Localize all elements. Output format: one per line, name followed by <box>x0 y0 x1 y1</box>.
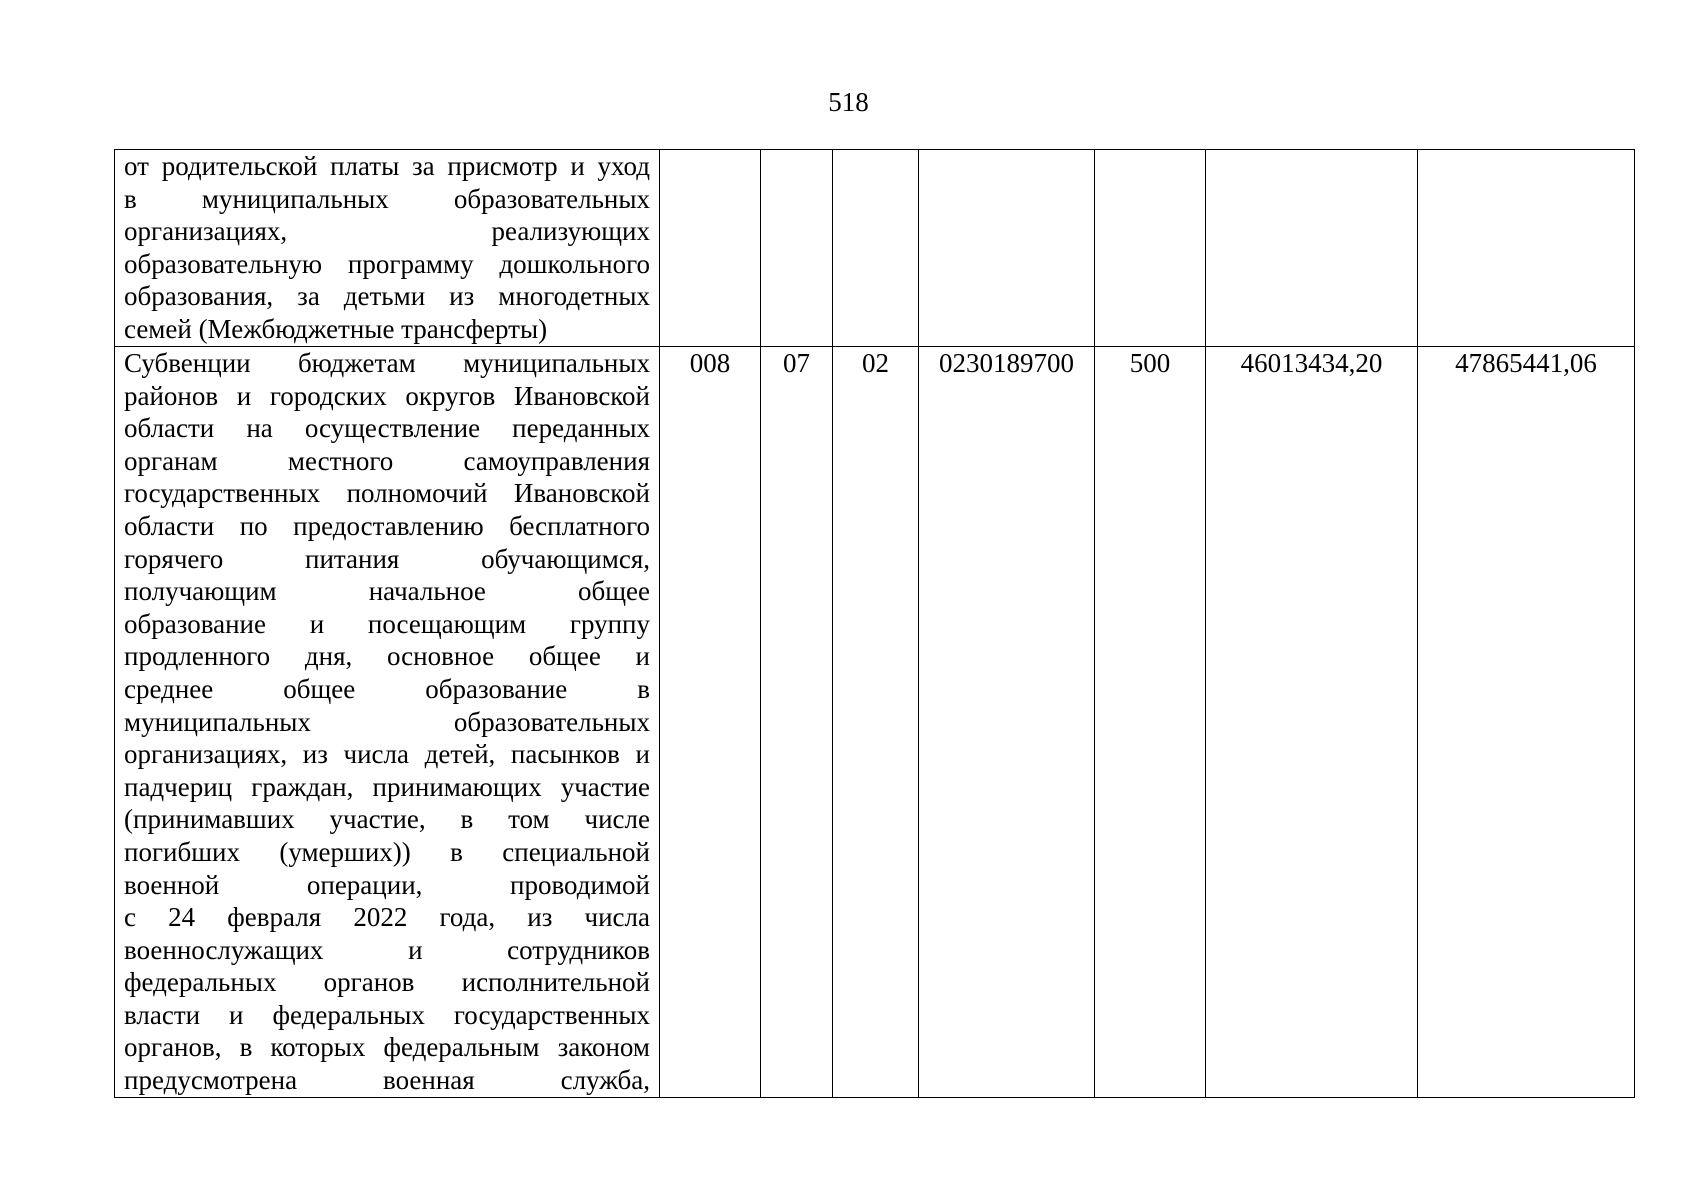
description-line: военнослужащих и сотрудников <box>124 934 650 965</box>
amount-year1-cell <box>1206 150 1418 347</box>
expense-type-cell <box>1095 150 1206 347</box>
description-line: в муниципальных образовательных <box>124 183 650 214</box>
description-line: образовательную программу дошкольного <box>124 248 650 279</box>
description-line: власти и федеральных государственных <box>124 999 650 1030</box>
description-line: области на осуществление переданных <box>124 413 650 444</box>
subsection-code-cell: 02 <box>833 347 919 1098</box>
ministry-code-cell: 008 <box>660 347 761 1098</box>
description-line: образования, за детьми из многодетных <box>124 281 650 312</box>
description-line: органов, в которых федеральным законом <box>124 1032 650 1063</box>
target-article-cell: 0230189700 <box>919 347 1095 1098</box>
amount-year2-cell <box>1418 150 1635 347</box>
description-line: муниципальных образовательных <box>124 706 650 737</box>
description-line: предусмотрена военная служба, <box>124 1065 650 1096</box>
page-number: 518 <box>828 87 869 117</box>
description-line: от родительской платы за присмотр и уход <box>124 151 650 181</box>
description-line: получающим начальное общее <box>124 576 650 607</box>
subsection-code-cell <box>833 150 919 347</box>
description-line: Субвенции бюджетам муниципальных <box>124 348 650 378</box>
description-line: организациях, из числа детей, пасынков и <box>124 739 650 770</box>
description-line: области по предоставлению бесплатного <box>124 510 650 541</box>
description-line: организациях, реализующих <box>124 216 650 247</box>
description-line: падчериц граждан, принимающих участие <box>124 771 650 802</box>
table-row <box>115 150 1635 347</box>
description-line: (принимавших участие, в том числе <box>124 804 650 835</box>
section-code-cell: 07 <box>761 347 833 1098</box>
budget-table <box>114 149 1635 1098</box>
description-cell <box>115 150 660 347</box>
description-line: горячего питания обучающимся, <box>124 543 650 574</box>
description-line: образование и посещающим группу <box>124 608 650 639</box>
amount-year2-cell: 47865441,06 <box>1418 347 1635 1098</box>
description-line: военной операции, проводимой <box>124 869 650 900</box>
expense-type-cell: 500 <box>1095 347 1206 1098</box>
description-line: органам местного самоуправления <box>124 445 650 476</box>
description-line: погибших (умерших)) в специальной <box>124 836 650 867</box>
description-line: среднее общее образование в <box>124 673 650 704</box>
description-line: семей (Межбюджетные трансферты) <box>124 313 548 344</box>
target-article-cell <box>919 150 1095 347</box>
description-line: продленного дня, основное общее и <box>124 641 650 672</box>
description-line: федеральных органов исполнительной <box>124 967 650 998</box>
section-code-cell <box>761 150 833 347</box>
description-line: государственных полномочий Ивановской <box>124 478 650 509</box>
description-line: районов и городских округов Ивановской <box>124 380 650 411</box>
amount-year1-cell: 46013434,20 <box>1206 347 1418 1098</box>
table-row <box>115 347 1635 1098</box>
ministry-code-cell <box>660 150 761 347</box>
description-cell <box>115 347 660 1098</box>
description-line: с 24 февраля 2022 года, из числа <box>124 902 650 933</box>
